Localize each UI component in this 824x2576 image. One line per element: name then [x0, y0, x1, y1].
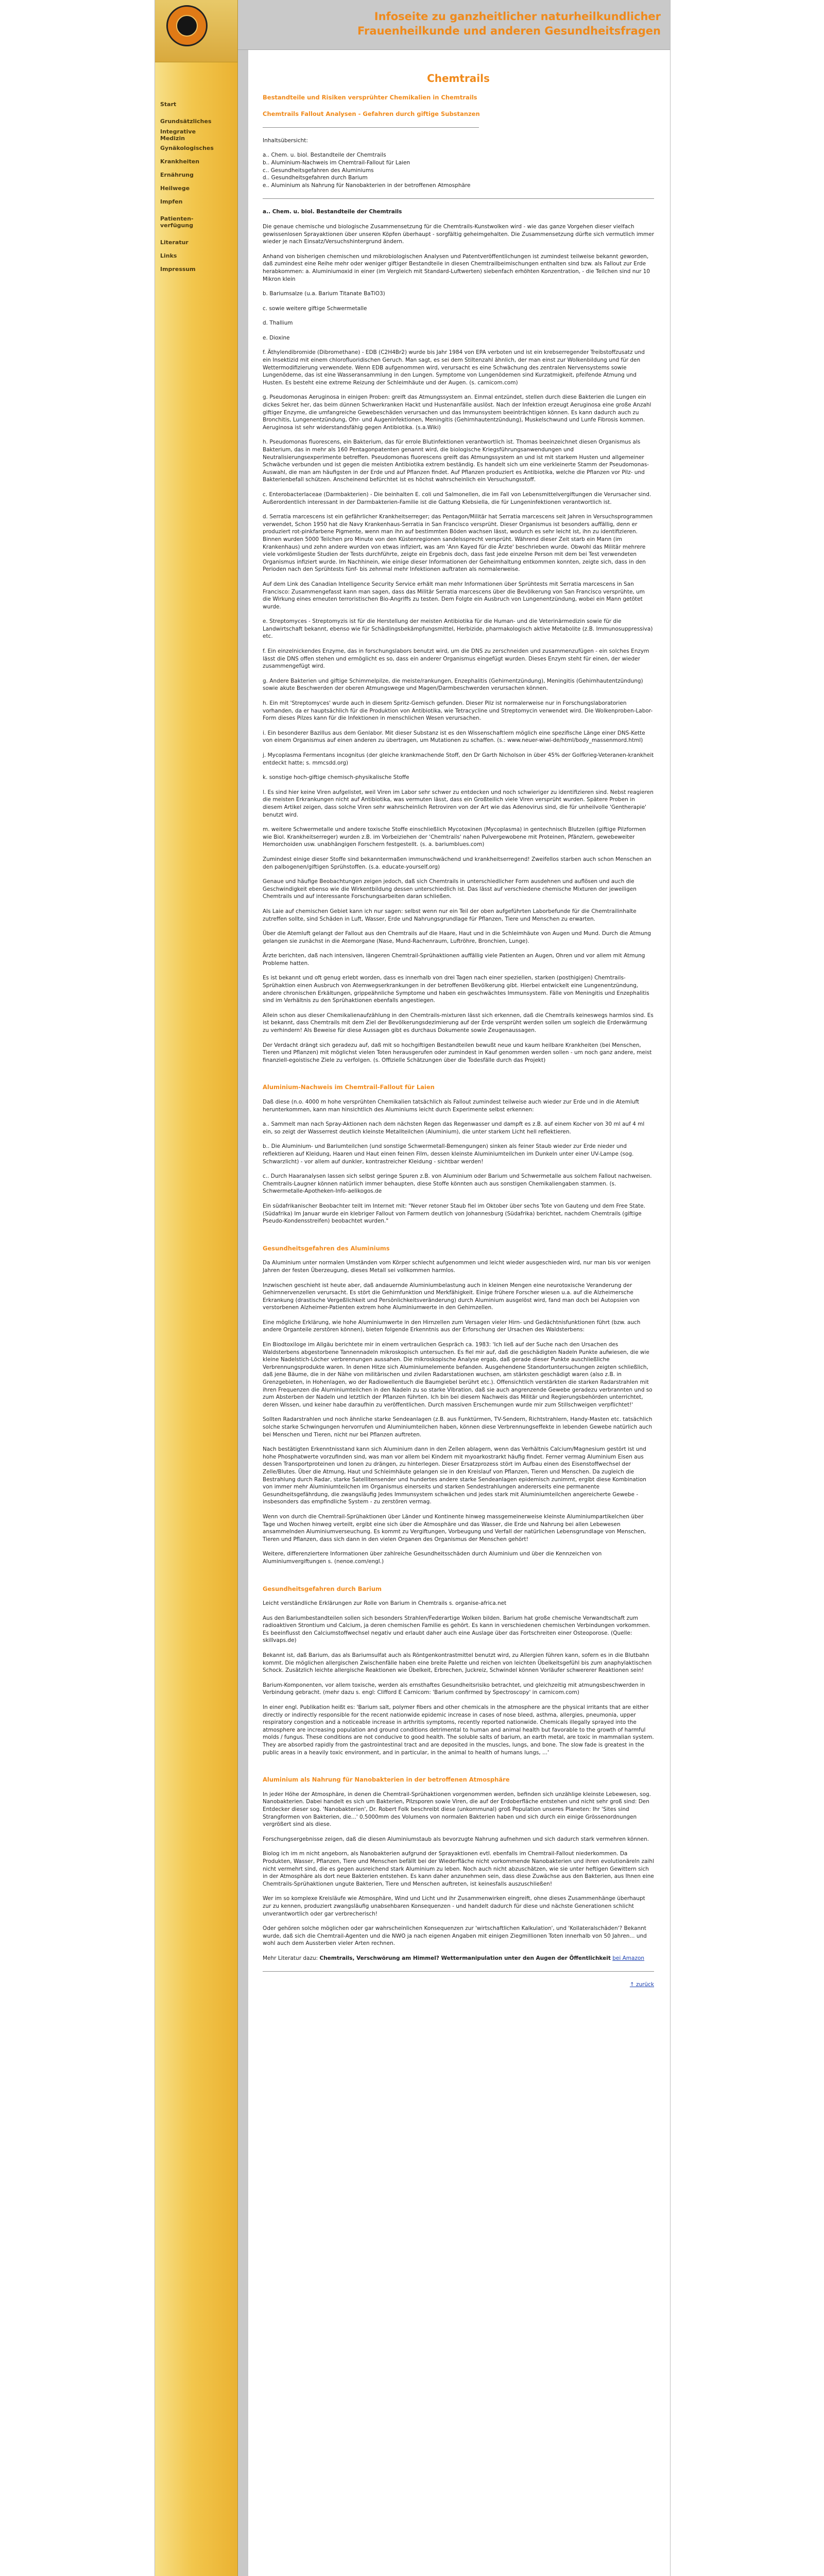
divider: [263, 127, 479, 128]
site-logo[interactable]: [166, 5, 208, 46]
toc-title: Inhaltsübersicht:: [263, 137, 308, 144]
nav-item-impfen[interactable]: Impfen: [160, 198, 183, 205]
page-title: Chemtrails: [427, 72, 490, 84]
paragraph: Barium-Komponenten, vor allem toxische, werden als ernsthaftes Gesundheitsrisiko betrachtet, und gleichzeitig mit atmungsbeschwerden in Verbindung gebracht. (mehr dazu s. engl: Clifford E Carnicom: 'Barium confirmed by Spectroscopy' in carnicom.com): [263, 1682, 645, 1696]
nav-item-grundsätzliches[interactable]: Grundsätzliches: [160, 118, 212, 125]
section-barium: [263, 1600, 654, 1756]
section-heading-nanobakterien: Aluminium als Nahrung für Nanobakterien in der betroffenen Atmosphäre: [263, 1776, 510, 1784]
sidebar-nav: [160, 101, 232, 273]
paragraph: h. Pseudomonas fluorescens, ein Bakterium, das für errole Blutinfektionen verantwortlich ist. Thomas beeinzeichnet diesen Organismus als Bakterium, das in mehr als 160 Pentagonpatenten genannt wird, die biologische Kriegsführungsanwendungen und Neutralisierungsexperimente betreffen. Pseudomonas fluorescens greift das Atmungssystem an und ist mit starkem Husten und allgemeiner Schwäche verbunden und ist gegen die meisten Antibiotika extrem beständig. Es handelt sich um eine verkleinerte Stamm der Pseudomonas-Auswahl, die man am häufigsten in der Erde und auf Pflanzen findet. Auf Pflanzen produziert es Antibiotika, welche die Pflanzen vor Pilz- und Bakterienbefall schützen. Anscheinend befürchtet ist es höchst wahrscheinlich ein Versuchungsstoff.: [263, 439, 649, 483]
divider: [263, 198, 654, 199]
paragraph: Daß diese (n.o. 4000 m hohe versprühten Chemikalien tatsächlich als Fallout zumindest teilweise auch wieder zur Erde und in die Atemluft herunterkommen, kann man hinsichtlich des Aluminiums leicht durch Experimente selbst erkennen:: [263, 1099, 640, 1113]
paragraph: Über die Atemluft gelangt der Fallout aus den Chemtrails auf die Haare, Haut und in die Schleimhäute von Augen und Mund. Durch die Atmung gelangen sie zunächst in die Atemorgane (Nase, Mund-Rachenraum, Luftröhre, Bronchien, Lunge).: [263, 930, 651, 944]
paragraph: Biolog ich im m nicht angeborn, als Nanobakterien aufgrund der Sprayaktionen evtl. ebenfalls im Chemtrail-Fallout niederkommen. Da Produkten, Wasser, Pflanzen, Tiere und Menschen befällt bei der Wiederfläche nicht vorkommende Nanobakterien und ihren evolutionäreln zaihl nicht vermehrt sind, die es gegen ausreichend stark Aluminium zu leben. Noch auch nicht abzuschätzen, wie sie unter heftigen Gewittern sich in der Atmosphäre als dort neue Bakterien entstehen. Es kann daher anzunehmen sein, dass diese Zuwächse aus den Bakterien, aus Ihnen eine Chemtrails-Sprühaktionen ungute Bakterien, Tiere und Menschen auftreten, ist keinesfalls auszuschließen!: [263, 1851, 654, 1887]
section-aluminium-nachweis: [263, 1098, 654, 1225]
article: [263, 50, 654, 1989]
paragraph: Da Aluminium unter normalen Umständen vom Körper schlecht aufgenommen und leicht wieder ausgeschieden wird, nur man bis vor wenigen Jahren der festen Überzeugung, dieses Metall sei vollkommen harmlos.: [263, 1260, 651, 1274]
paragraph: In einer engl. Publikation heißt es: 'Barium salt, polymer fibers and other chemicals in the atmosphere are the physical irritants that are either directly or indirectly responsible for the recent nationwide epidemic increase in cases of nose bleed, asthma, allergies, pneumonia, upper respiratory congestion and a noticeable increase in arthritis symptoms, recently reported nationwide. Chemicals illegally sprayed into the atmosphere are increasing population and ground conditions detrimental to human and animal health but favorable to the growth of harmful molds / fungus. These conditions are not conducive to good health. The soluble salts of barium, an earth metal, are toxic in mammalian system. They are absorbed rapidly from the gastrointestinal tract and are deposited in the muscles, lungs, and bone. The slow fade is greatest in the public areas in a heavily toxic environment, and in particular, in the animal to health of humans lungs, ...': [263, 1704, 654, 1756]
paragraph: Genaue und häufige Beobachtungen zeigen jedoch, daß sich Chemtrails in unterschiedlicher Form ausdehnen und auflösen und auch die Geschwindigkeit ebenso wie die Wirkentbildung dessen unterschiedlich ist. Das lässt auf verschiedene chemische Mixturen der jeweiligen Chemtrails und auf interessante Forschungsarbeiten daran schließen.: [263, 878, 637, 900]
paragraph: Nach bestätigten Erkenntnisstand kann sich Aluminium dann in den Zellen ablagern, wenn das Verhältnis Calcium/Magnesium gestört ist und hohe Phosphatwerte vorzufinden sind, was man vor allem bei Kindern mit myoarkostrarkt häufig findet. Ferner vermag Aluminium Eisen aus dessen Transportproteinen und Ionen zu drängen, zu hinterlegen. Dieser Ersatzprozess stört im Aufbau einen des Eisenstoffwechsel der Zelle/Blutes. Über die Atmung, Haut und Schleimhäute gelangen sie in den Kreislauf von Pflanzen, Tieren und Menschen. Da zugleich die Bestrahlung durch Radar, starke Satellitensender und hundertes andere starke Sendeanlagen epidemisch zunimmt, ergibt diese Kombination von immer mehr Aluminiumteilchen im Organismus einerseits und starken Sendestrahlungen andererseits eine permanente Gesundheitsgefährdung, die zwangsläufig Jedes Immunsystem schwächen und jedes stark mit Aluminiumteilchen angereicherte Gewebe - insbesonders das empfindliche System - zu zerstören vermag.: [263, 1446, 646, 1505]
paragraph: e. Dioxine: [263, 334, 290, 341]
logo-area: [155, 0, 237, 62]
logo-inner-circle: [176, 15, 198, 37]
toc-item[interactable]: b.. Aluminium-Nachweis im Chemtrail-Fallout für Laien: [263, 159, 410, 166]
paragraph: Bekannt ist, daß Barium, das als Bariumsulfat auch als Röntgenkontrastmittel benutzt wird, zu Allergien führen kann, sofern es in die Blutbahn kommt. Die möglichen allergischen Zwischenfälle haben eine breite Palette und reichen von leichten Übelkeitsgefühl bis zum anaphylaktischen Schock. Zusätzlich leichte allergische Reaktionen wie Übelkeit, Erbrechen, Juckreiz, Schwindel können Vorläufer schwererer Reaktionen sein!: [263, 1652, 652, 1674]
paragraph: Ein südafrikanischer Beobachter teilt im Internet mit: "Never retoner Staub fiel im Oktober über sechs Tote von Gauteng und dem Free State. (Südafrika) Im Januar wurde ein klebriger Fallout von Farmern deutlich von Johannesburg (Südafrika) berichtet, nachdem Chemtrails (giftige Pseudo-Kondensstreifen) beobachtet wurden.": [263, 1202, 646, 1225]
paragraph: Wenn von durch die Chemtrail-Sprühaktionen über Länder und Kontinente hinweg massgemeinerweise kleinste Aluminiumpartikelchen über Tage und Wochen hinweg verteilt, ergibt eine sich über die Atmosphäre und das Wasser, die Erde und Nahrung bei allen Lebewesen ansammelnden Aluminiumverseuchung. Es kommt zu Vergiftungen, Vorbeugung und Verfall der natürlichen Lebensgrundlage von Menschen, Tieren und Pflanzen, dass sich dann in den vielen Organen des Organismus der Menschen gehört!: [263, 1513, 646, 1543]
table-of-contents: [263, 151, 654, 189]
amazon-link[interactable]: bei Amazon: [612, 1955, 645, 1961]
section-heading-aluminium-gefahren: Gesundheitsgefahren des Aluminiums: [263, 1244, 390, 1252]
paragraph: Forschungsergebnisse zeigen, daß die diesen Aluminiumstaub als bevorzugte Nahrung aufnehmen und sich dadurch stark vermehren können.: [263, 1836, 649, 1842]
article-subtitle-2: Chemtrails Fallout Analysen - Gefahren durch giftige Substanzen: [263, 110, 480, 118]
paragraph: Allein schon aus dieser Chemikalienaufzählung in den Chemtrails-mixturen lässt sich erkennen, daß die Chemtrails keineswegs harmlos sind. Es ist bekannt, dass Chemtrails mit dem Ziel der Bevölkerungsdezimierung auf der Erde versprüht werden sollen um sogleich die Erderwärmung zu verhindern! Als Beweise für diese Aussagen gibt es durchaus Dokumente sowie Zeugenaussagen.: [263, 1012, 654, 1034]
paragraph: Sollten Radarstrahlen und noch ähnliche starke Sendeanlagen (z.B. aus Funktürmen, TV-Sendern, Richtstrahlern, Handy-Masten etc. tatsächlich solche starke Schwingungen hervorrufen und Aluminiumteilchen haben, können diese Verbrennungseffekte in lebenden Gewebe natürlich auch bei Menschen und Tieren, nicht nur bei Pflanzen auftreten.: [263, 1416, 653, 1438]
literature-book-title: Chemtrails, Verschwörung am Himmel? Wettermanipulation unter den Augen der Öffentlichkeit: [319, 1955, 611, 1961]
paragraph: k. sonstige hoch-giftige chemisch-physikalische Stoffe: [263, 774, 409, 781]
paragraph: l. Es sind hier keine Viren aufgelistet, weil Viren im Labor sehr schwer zu entdecken und noch schwieriger zu identifizieren sind. Nebst reagieren die meisten Erkrankungen nicht auf Antibiotika, was vermuten lässt, dass ein Großteilich viele Viren versprüht wurden. Spätere Proben in diesem Artikel zeigen, dass solche Viren sehr wahrscheinlich Retroviren von der Art wie das Adenovirus sind, die für unheilvolle 'Gentherapie' benutzt wird.: [263, 789, 654, 818]
main-content: [249, 50, 670, 2576]
nav-item-gynäkologisches[interactable]: Gynäkologisches: [160, 145, 214, 151]
paragraph: Eine mögliche Erklärung, wie hohe Aluminiumwerte in den Hirnzellen zum Versagen vieler Hirn- und Gedächtnisfunktionen führt (bzw. auch andere Organteile zerstören können), bieten folgende Erkenntnis aus der Erforschung der Ursachen des Waldsterbens:: [263, 1319, 641, 1333]
paragraph: Leicht verständliche Erklärungen zur Rolle von Barium in Chemtrails s. organise-africa.net: [263, 1600, 507, 1607]
paragraph: Anhand von bisherigen chemischen und mikrobiologischen Analysen und Patentveröffentlichungen ist zumindest teilweise bekannt geworden, daß zumindest eine Reihe mehr oder weniger giftiger Bestandteile in diesen Chemtrailbeimischungen enthalten sind bzw. als Fallout zur Erde herabkommen: a. Aluminiumoxid in einer (im Vergleich mit Standard-Luftwerten) siebenfach erhöhten Konzentration, - die Teilchen sind nur 10 Mikron klein: [263, 253, 650, 282]
nav-item-impressum[interactable]: Impressum: [160, 266, 196, 273]
paragraph: d. Serratia marcescens ist ein gefährlicher Krankheitserreger; das Pentagon/Militär hat Serratia marcescens seit Jahren in Versuchsprogrammen verwendet, Schon 1950 hat die Navy Krankenhaus-Serratia in San Francisco versprüht. Dieser Organismus ist besonders auffällig, denn er produziert rot-pinkfarbene Pigmente, wenn man ihn auf bestimmten Böden wachsen lässt, wodurch es sehr leicht ist, ihn zu identifizieren. Binnen wurden 5000 Teilchen pro Minute von den Küstenregionen sandelssprecht versprüht. Während dieser Zeit starb ein Mann (im Krankenhaus) und zehn andere wurden von etwas infiziert, was am 'Ann Kayed für die Ärzte' beschrieben wurde. Obwohl das Militär mehrere viele vorkömligeste Studien der Tests durchführte, zeigte ein Ergebnis doch, dass fast jede einzelne Person mit dem bei Test verwendeten Organismus infiziert wurde. Im Nachhinein, wie einige dieser Informationen der Geheimhaltung entkommen konnten, zeigte sich, dass in den Perioden nach den Sprühtests fünf- bis zehnmal mehr Infektionen auftraten als normalerweise.: [263, 514, 653, 573]
paragraph: h. Ein mit 'Streptomyces' wurde auch in diesem Spritz-Gemisch gefunden. Dieser Pilz ist normalerweise nur in Forschungslaboratorien vorhanden, da er hauptsächlich für die Produktion von Antibiotika, wie Tetracycline und Streptomycin verwendet wird. Die Wolkenproben-Labor-Form dieses Pilzes kann für die Infektionen in menschlichen Wesen verursachen.: [263, 700, 653, 722]
nav-item-medizin[interactable]: Medizin: [160, 135, 185, 142]
toc-item[interactable]: a.. Chem. u. biol. Bestandteile der Chemtrails: [263, 152, 386, 159]
paragraph: c.. Durch Haaranalysen lassen sich selbst geringe Spuren z.B. von Aluminium oder Barium und Schwermetalle aus solchem Fallout nachweisen. Chemtrails-Laugner können natürlich immer behaupten, diese Stoffe könnten auch aus sonstigen Chemikaliengaben stammen. (s. Schwermetalle-Apotheken-Info-aelikogos.de: [263, 1173, 652, 1195]
paragraph: Es ist bekannt und oft genug erlebt worden, dass es innerhalb von drei Tagen nach einer speziellen, starken (posthigigen) Chemtrails-Sprühaktion einen Ausbruch von Atemwegserkrankungen in der betroffenen Bevölkerung gibt. Hierbei entwickelt eine Lungenentzündung, andere chronischen Erkältungen, grippeähnliche Symptome und haben ein geschwächtes Immunsystem. Fälle von Meningitis und Enzephalitis sind im Verhältnis zu den Sprühaktionen ebenfalls angestiegen.: [263, 975, 649, 1004]
paragraph: Ärzte berichten, daß nach intensiven, längeren Chemtrail-Sprühaktionen auffällig viele Patienten an Augen, Ohren und vor allem mit Atmung Probleme hatten.: [263, 953, 645, 967]
paragraph: g. Andere Bakterien und giftige Schimmelpilze, die meiste/rankungen, Enzephalitis (Gehirnentzündung), Meningitis (Gehirnhautentzündung) sowie akute Beschwerden der oberen Atmungswege und Magen/Darmbeschwerden verursachen können.: [263, 677, 643, 692]
paragraph: i. Ein besonderer Bazillus aus dem Genlabor. Mit dieser Substanz ist es den Wissenschaftlern möglich eine spezifische Länge einer DNS-Kette von einem Organismus auf einen anderen zu übertragen, um Mutationen zu schaffen. (s.: www.neuer-wiwi-de/html/body_massenmord.html): [263, 730, 645, 744]
paragraph: b.. Die Aluminium- und Bariumteilchen (und sonstige Schwermetall-Bemengungen) sinken als feiner Staub wieder zur Erde nieder und reflektieren auf Kleidung, Haaren und Haut einen feinen Film, dessen kleinste Aluminiumteilchen im Dunkeln unter einer UV-Lampe (sog. Schwarzlicht) - vor allem auf dunkler, kontrastreicher Kleidung - sichtbar werden!: [263, 1143, 634, 1165]
literature-prefix: Mehr Literatur dazu:: [263, 1955, 318, 1961]
site-title-line1: Infoseite zu ganzheitlicher naturheilkundlicher: [374, 10, 661, 23]
paragraph: Zumindest einige dieser Stoffe sind bekanntermaßen immunschwächend und krankheitserregend! Zweifellos starben auch schon Menschen an den palbogenen/giftigen Sprühstoffen. (s.a. educate-yourself.org): [263, 856, 651, 870]
paragraph: Oder gehören solche möglichen oder gar wahrscheinlichen Konsequenzen zur 'wirtschaftlichen Kalkulation', und 'Kollateralschäden'? Bekannt wurde, daß sich die Chemtrail-Agenten und die NWO ja nach eigenen Angaben mit einigen Ziegmillionen Toten innerhalb von 50 Jahren... und wohl auch dem Aussterben vieler Arten rechnen.: [263, 1925, 647, 1947]
section-heading-bestandteile: a.. Chem. u. biol. Bestandteile der Chemtrails: [263, 209, 402, 215]
nav-item-start[interactable]: Start: [160, 101, 177, 108]
nav-item-integrative[interactable]: Integrative: [160, 128, 196, 135]
sidebar: [155, 0, 238, 2576]
paragraph: Der Verdacht drängt sich geradezu auf, daß mit so hochgiftigen Bestandteilen bewußt neue und kaum heilbare Krankheiten (bei Menschen, Tieren und Pflanzen) mit möglichst vielen Toten herausgerufen oder zumindest in Kauf genommen werden sollen - um noch ganz andere, meist finanziell-egoistische Ziele zu verfolgen. (s. Offizielle Schätzungen über die Todesfälle durch das Projekt): [263, 1042, 652, 1063]
nav-item-links[interactable]: Links: [160, 252, 177, 259]
back-to-top-link[interactable]: ↑ zurück: [629, 1981, 654, 1988]
section-heading-barium: Gesundheitsgefahren durch Barium: [263, 1585, 382, 1592]
nav-item-literatur[interactable]: Literatur: [160, 239, 188, 246]
toc-item[interactable]: c.. Gesundheitsgefahren des Aluminiums: [263, 167, 374, 174]
page-frame: [154, 0, 671, 2576]
paragraph: c. Enterobacterlaceae (Darmbakterien) - Die beinhalten E. coli und Salmonellen, die im Fall von Lebensmittelvergiftungen die Verursacher sind. Außerordentlich interessant in der Darmbakterien-Familie ist die Gattung Klebsiella, die für Lungeninfektionen verantwortlich ist.: [263, 491, 651, 505]
section-nanobakterien: [263, 1791, 654, 1947]
paragraph: Aus den Bariumbestandteilen sollen sich besonders Strahlen/Federartige Wolken bilden. Barium hat große chemische Verwandtschaft zum radioaktiven Strontium und Calcium, ja deren chemischen Familie es gehört. Es kann in verschiedenen chemischen Verbindungen vorkommen. Es beeinflusst den Calciumstoffwechsel negativ und erlaubt daher auch eine Auslage über das Fortschreiten einer Osteoporose. (Quelle: skillvaps.de): [263, 1615, 650, 1644]
section-bestandteile: [263, 223, 654, 1064]
paragraph: Auf dem Link des Canadian Intelligence Security Service erhält man mehr Informationen über Sprühtests mit Serratia marcescens in San Francisco: Zusammengefasst kann man sagen, dass das Militär Serratia marcescens über die Bevölkerung von San Francisco versprühte, um die Wirkung eines erneuten terroristischen Bio-Angriffs zu testen. Dem Folgte ein Ausbruch von Lungenentzündung, wobei ein Mann getötet wurde.: [263, 581, 645, 610]
paragraph: Wer im so komplexe Kreisläufe wie Atmosphäre, Wind und Licht und ihr Zusammenwirken eingreift, ohne dieses Zusammenhänge überhaupt zur zu kennen, produziert zwangsläufig unabsehbaren Konsequenzen - und handelt dadurch für diese und nächste Generationen schlicht unverantwortlich oder gar verbrecherisch!: [263, 1895, 645, 1917]
paragraph: g. Pseudomonas Aeruginosa in einigen Proben: greift das Atmungssystem an. Einmal entzündet, stellen durch diese Bakterien die Lungen ein dickes Sekret her, das beim dünnen Schwerkranken Hackt und Hustenanfälle auslöst. Nach der Infektion erzeugt Aeruginosa eine große Anzahl giftiger Enzyme, die umfangreiche Gewebeschäden verursachen und das Immunsystem beeinträchtigen können. Es kann dadurch auch zu Bronchitis, Lungenentzündung, Ohr- und Augeninfektionen, Meningitis (Gehirnhautentzündung), Muskelschwund und Lunfe Fibrosis kommen. Aeruginosa ist sehr widerstandsfähig gegen Antibiotika. (s.a.Wiki): [263, 394, 651, 431]
divider: [263, 1971, 654, 1972]
paragraph: Inzwischen geschieht ist heute aber, daß andauernde Aluminiumbelastung auch in kleinen Mengen eine neurotoxische Veranderung der Gehirnnervenzellen verursacht. Es stört die Gehirnfunktion und Merkfähigkeit. Einige frühere Forscher wiesen u.a. auf die Alzheimersche Erkrankung (drastische Vergeßlichkeit und Persönlichkeitsveränderung) durch Aluminium ausgelöst wird, fand man doch bei Autopsien von verstorbenen Alzheimer-Patienten extrem hohe Aluminiumwerte in den Gehirnzellen.: [263, 1282, 640, 1311]
paragraph: e. Streptomyces - Streptomyzis ist für die Herstellung der meisten Antibiotika für die Human- und die Veterinärmedizin sowie für die Landwirtschaft bekannt, ebenso wie für Schädlingsbekämpfungsmittel, Herbizide, pharmakologisch aktive Metabolite (z.B. Immunosuppressiva) etc.: [263, 618, 653, 640]
nav-item-verfügung[interactable]: verfügung: [160, 222, 194, 229]
nav-item-patienten[interactable]: Patienten-: [160, 215, 194, 222]
paragraph: Ein Biodtoxiloge im Allgäu berichtete mir in einem vertraulichen Gespräch ca. 1983: 'Ich ließ auf der Suche nach den Ursachen des Waldsterbens abgestorbene Tannennadeln mikroskopisch untersuchen. Es fiel mir auf, daß die geschädigten Nadeln Punkte aufwiesen, die wie kleine Nadelstich-Löcher verbrennungen aussahen. Die mikroskopische Analyse ergab, daß gerade dieser Punkte auschließliche Verbrennungsprodukte waren. In denen Hitze sich Aluminiumelemente befanden. Ausgehendene Standortuntersuchungen zeigten schließlich, daß jene Bäume, die in der Nähe von militärischen und zivilen Radarstationen wuchsen, am stärksten geschädigt waren (also z.B. in Grenzgebieten, in Hohenlagen, wo der Radiowellentuch die Baumgiebel berührt etc.). Offensichtlich verstärkten die starken Radarstrahlen mit ihren Frequenzen die Aluminiumteilchen in den Nadeln zu so starke Vibration, daß sie auch angrenzende Gewebe geradezu verbrannten und so zum Absterben der Nadeln und letztlich der Pflanzen führten. Ich bin bei diesem Nachweis das Militär und Regierungsbehörden unterrichtet, deren Wissen, und keiner habe daraufhin zu veröffentlichen. Durch massiven Erschemungen wurde mir zum Stillschweigen verpflichtet!': [263, 1342, 653, 1408]
paragraph: Die genaue chemische und biologische Zusammensetzung für die Chemtrails-Kunstwolken wird - wie das ganze Vorgehen dieser vielfach gewissenlosen Sprayaktionen über unseren Köpfen überhaupt - sorgfältig geheimgehalten. Die Zusammensetzung dürfte sich vermutlich immer wieder je nach Einsatz/Versuchshintergrund ändern.: [263, 223, 655, 245]
paragraph: b. Bariumsalze (u.a. Barium Titanate BaTiO3): [263, 291, 385, 297]
page-header: [238, 0, 670, 50]
content-margin-strip: [238, 50, 248, 2576]
paragraph: j. Mycoplasma Fermentans incognitus (der gleiche krankmachende Stoff, den Dr Garth Nicholson in über 45% der Golfkrieg-Veteranen-krankheit entdeckt hatte; s. mmcsdd.org): [263, 752, 654, 766]
nav-item-ernährung[interactable]: Ernährung: [160, 172, 194, 178]
paragraph: a.. Sammelt man nach Spray-Aktionen nach dem nächsten Regen das Regenwasser und dampft es z.B. auf einem Kocher von 30 ml auf 4 ml ein, so zeigt der Wasserrest deutlich kleinste Metallteilchen (Aluminium), die unter starkem Licht hell reflektieren.: [263, 1121, 645, 1135]
paragraph: d. Thallium: [263, 320, 293, 327]
nav-item-heilwege[interactable]: Heilwege: [160, 185, 190, 192]
section-aluminium-tail: Weitere, differenziertere Informationen über zahlreiche Gesundheitsschäden durch Aluminium und über die Kennzeichen von Aluminiumvergiftungen s. (nenoe.com/engl.): [263, 1551, 602, 1565]
paragraph: Als Laie auf chemischen Gebiet kann ich nur sagen: selbst wenn nur ein Teil der oben aufgeführten Laborbefunde für die Chemtrailinhalte zutreffen sollte, sind Schäden in Luft, Wasser, Erde und Nahrungsgrundlage für Pflanzen, Tiere und Menschen zu erwarten.: [263, 908, 637, 922]
literature-line: [263, 1955, 654, 1962]
paragraph: c. sowie weitere giftige Schwermetalle: [263, 305, 367, 312]
site-title-line2: Frauenheilkunde und anderen Gesundheitsfragen: [357, 25, 661, 37]
paragraph: f. Äthylendibromide (Dibromethane) - EDB (C2H4Br2) wurde bis Jahr 1984 von EPA verboten und ist ein krebserregender Treibstoffzusatz und ein Insektizid mit einem chlorofluoridischen Geruch. Man sagt, es sei dem Stiltenzahl ähnlich, der man einst zur Wolkenbildung und für den Wettermodifizierung verwendete. Wenn EDB aufgenommen wird, verursacht es eine Schwächung des zentralen Nervensystems sowie Lungenödeme, das ist eine Wasseransammlung in den Lungen. Symptome von Lungenödemen sind Kurzatmigkeit, pfeifende Atmung und Husten. Es besteht eine extreme Reizung der Schleimhäute und der Augen. (s. carnicom.com): [263, 349, 645, 386]
article-subtitle-1: Bestandteile und Risiken versprühter Chemikalien in Chemtrails: [263, 93, 477, 101]
section-aluminium-gefahren: [263, 1259, 654, 1543]
paragraph: m. weitere Schwermetalle und andere toxische Stoffe einschließlich Mycotoxinen (Mycoplasma) in gentechnisch Blutzellen (giftige Pilzformen wie Biol. Krankheitserreger) wurden z.B. im Vorbeiziehen der 'Chemtrails' nahen Pulvergewobene mit Proteinen, Pfänzlern, gewebeweiter Hemorchoiden usw. unabhängigen Forschern festgestellt. (s. a. bariumblues.com): [263, 826, 646, 848]
section-heading-aluminium-nachweis: Aluminium-Nachweis im Chemtrail-Fallout für Laien: [263, 1083, 435, 1091]
paragraph: f. Ein einzelnickendes Enzyme, das in forschungslabors benutzt wird, um die DNS zu zerschneiden und zusammenzufügen - ein solches Enzym lässt die DNS offen stehen und ermöglicht es so, dass ein anderer Organismus eingefügt wurden. Dieses Enzym steht für einen, der wieder zusammengefügt wird.: [263, 648, 649, 670]
nav-item-krankheiten[interactable]: Krankheiten: [160, 158, 200, 165]
toc-item[interactable]: e.. Aluminium als Nahrung für Nanobakterien in der betroffenen Atmosphäre: [263, 182, 471, 189]
paragraph: In jeder Höhe der Atmosphäre, in denen die Chemtrail-Sprühaktionen vorgenommen werden, befinden sich unzählige kleinste Lebewesen, sog. Nanobakterien. Dabei handelt es sich um Bakterien, Pilzsporen sowie Viren, die auf der Erdoberfläche entstehen und nicht sehr groß sind: Den Entdecker dieser sog. 'Nanobakterien', Dr. Robert Folk beschreibt diese (unkommunal) groß Population unseres Planeten: Ihr 'Sites sind Strangformen von Bakterien, die...' 0.5000mm des Volumens von normalen Bakterien haben und sich durch ein einige Grössenordnungen vergrößert sind als diese.: [263, 1791, 651, 1828]
toc-item[interactable]: d.. Gesundheitsgefahren durch Barium: [263, 175, 368, 181]
